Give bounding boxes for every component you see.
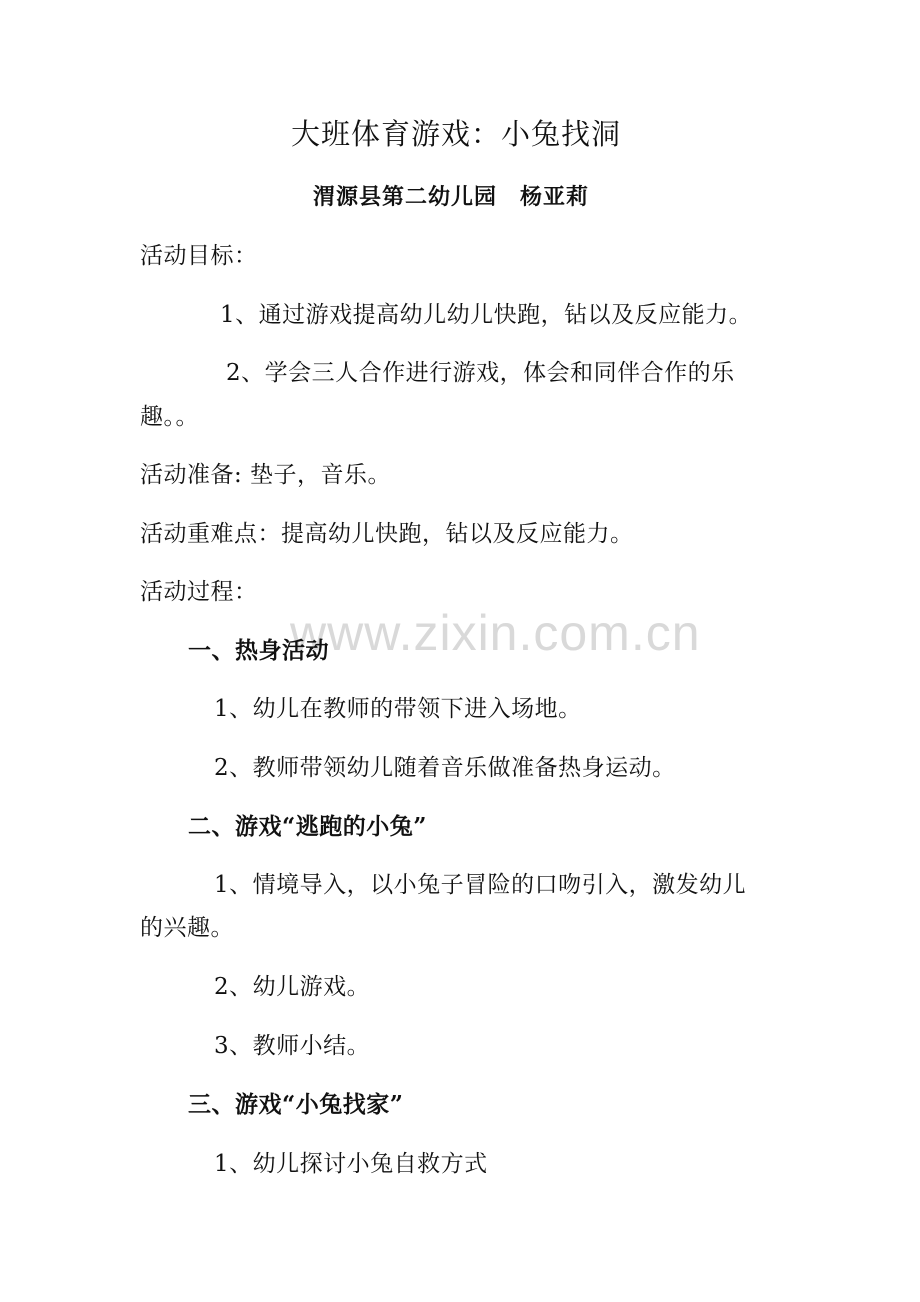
- key-line: [140, 519, 634, 549]
- document-title: 大班体育游戏：小兔找洞: [291, 117, 622, 151]
- goal-1: 1、通过游戏提高幼儿幼儿快跑，钻以及反应能力。: [220, 302, 753, 328]
- section-2-heading: 二、游戏“逃跑的小兔”: [188, 813, 427, 840]
- section-2-item-1-line2: 的兴趣。: [140, 915, 234, 941]
- watermark: www.zixin.com.cn: [290, 605, 701, 661]
- goal-2-line2: 趣。。: [140, 404, 199, 430]
- author-line: 渭源县第二幼儿园 杨亚莉: [313, 184, 590, 210]
- section-1-item-1: 1、幼儿在教师的带领下进入场地。: [214, 696, 582, 722]
- prep-text: : 垫子，音乐。: [234, 462, 392, 488]
- goal-2-line1: 2、学会三人合作进行游戏，体会和同伴合作的乐: [226, 360, 735, 386]
- process-heading: 活动过程：: [140, 579, 258, 605]
- goals-heading: 活动目标：: [140, 243, 258, 269]
- section-2-item-2: 2、幼儿游戏。: [214, 974, 371, 1000]
- section-2-item-1-line1: 1、情境导入，以小兔子冒险的口吻引入，激发幼儿: [214, 872, 747, 898]
- section-2-item-3: 3、教师小结。: [214, 1033, 371, 1059]
- key-label: 活动重难点: [140, 521, 258, 547]
- section-3-item-1: 1、幼儿探讨小兔自救方式: [214, 1151, 488, 1177]
- key-text: ：提高幼儿快跑，钻以及反应能力。: [257, 521, 634, 547]
- section-3-heading: 三、游戏“小兔找家”: [188, 1091, 404, 1118]
- prep-line: [140, 460, 391, 490]
- section-1-heading: 一、热身活动: [188, 637, 329, 664]
- section-1-item-2: 2、教师带领幼儿随着音乐做准备热身运动。: [214, 755, 676, 781]
- prep-label: 活动准备: [140, 462, 234, 488]
